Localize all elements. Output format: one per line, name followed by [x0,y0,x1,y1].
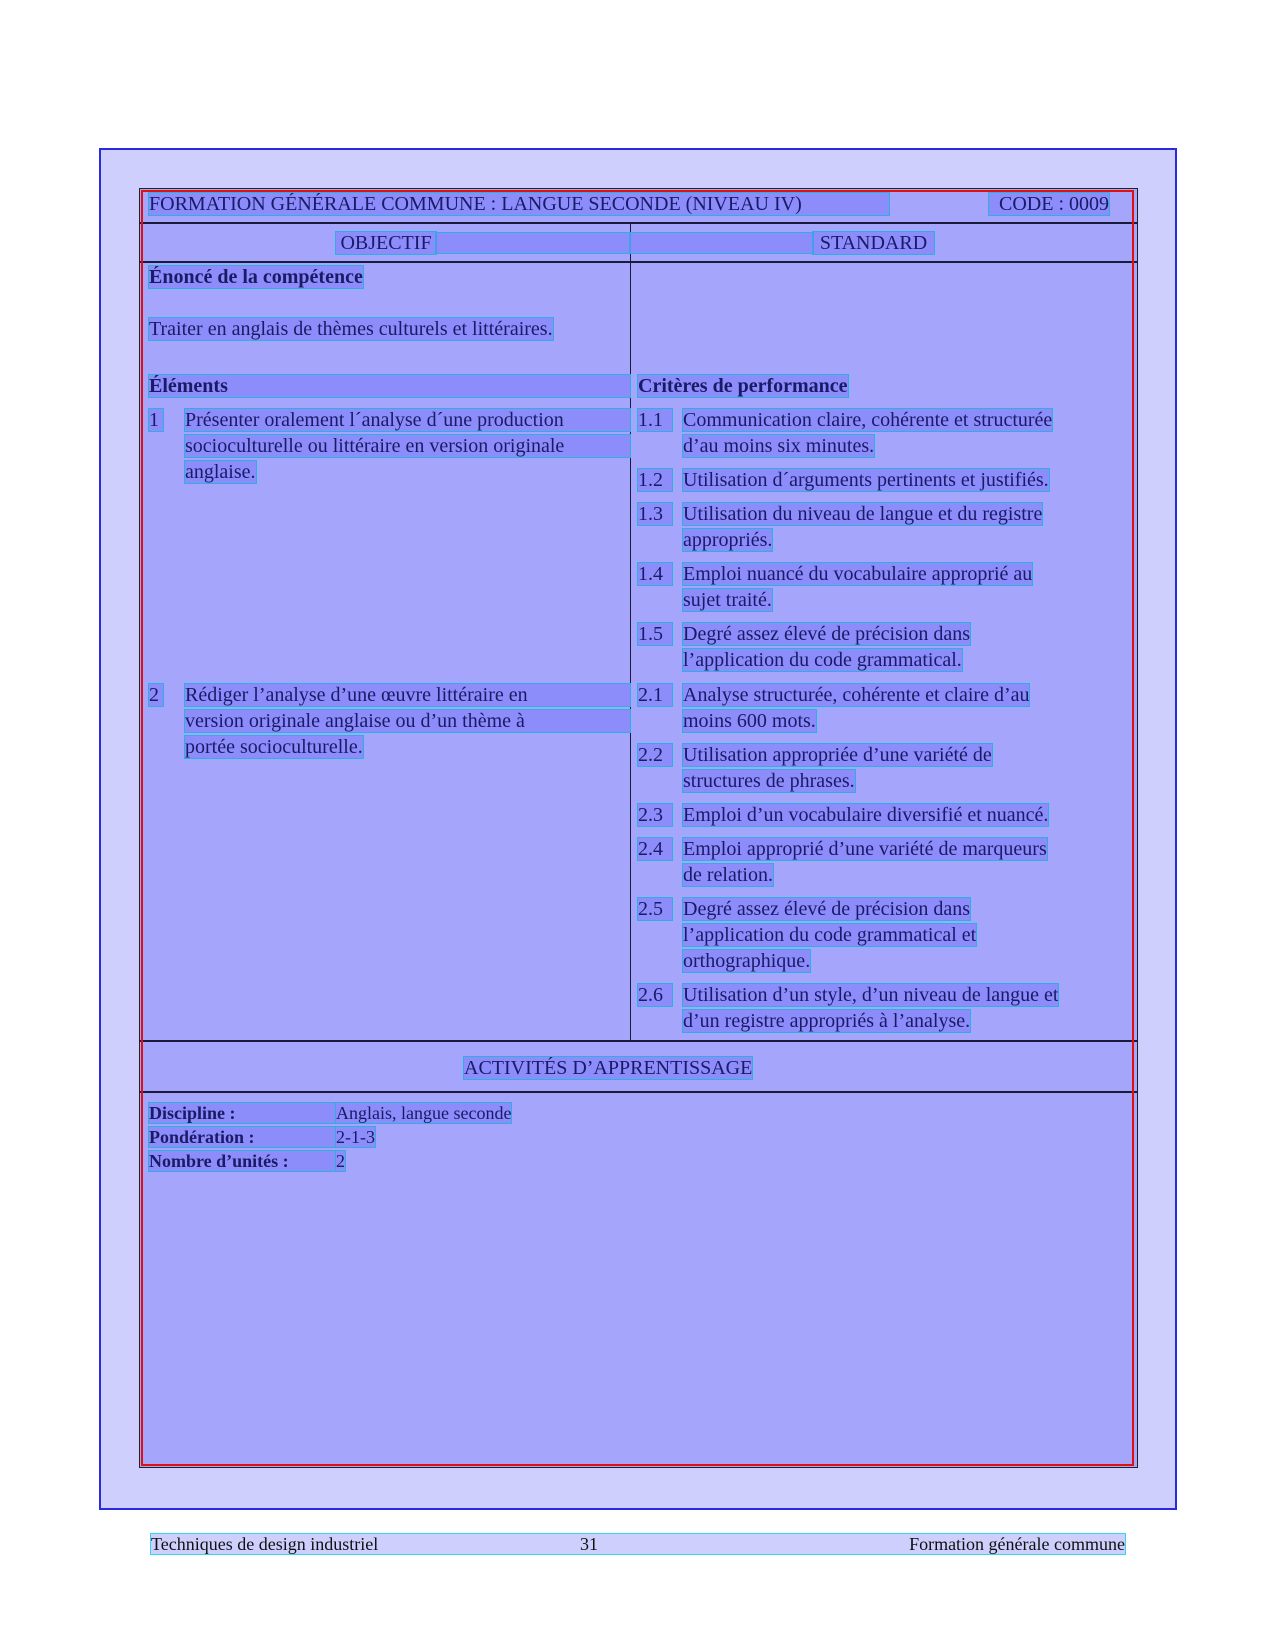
footer-program: Techniques de design industriel [151,1534,379,1554]
criterion-line: l’application du code grammatical et [683,924,977,946]
criterion-line: d’au moins six minutes. [683,435,875,457]
element-line: version originale anglaise ou d’un thème à [185,710,630,732]
element-line: anglaise. [185,461,256,483]
criterion-line: appropriés. [683,529,773,551]
weighting-label: Pondération : [149,1127,335,1147]
criterion-line: Communication claire, cohérente et structurée [683,409,1053,431]
criterion-line: Emploi approprié d’une variété de marqueurs [683,838,1047,860]
criterion-number: 1.1 [638,409,672,431]
page-number: 31 [580,1534,598,1554]
criterion-line: l’application du code grammatical. [683,649,962,671]
criterion-number: 1.4 [638,563,672,585]
competence-text: Traiter en anglais de thèmes culturels et littéraires. [149,318,553,340]
criterion-number: 2.5 [638,898,672,920]
criterion-line: d’un registre appropriés à l’analyse. [683,1010,971,1032]
criterion-number: 2.3 [638,804,672,826]
criterion-number: 1.3 [638,503,672,525]
element-number: 2 [149,684,163,706]
units-label: Nombre d’unités : [149,1151,335,1171]
table-highlight-frame [141,190,1134,1466]
standard-heading: STANDARD [813,232,934,254]
element-line: Présenter oralement l´analyse d´une production [185,409,630,431]
criterion-line: Degré assez élevé de précision dans [683,898,971,920]
criterion-line: Utilisation d’un style, d’un niveau de langue et [683,984,1059,1006]
elements-heading: Éléments [149,375,630,397]
criterion-number: 2.4 [638,838,672,860]
criterion-line: orthographique. [683,950,811,972]
units-value: 2 [336,1151,345,1171]
criteria-heading: Critères de performance [638,375,848,397]
criterion-line: Utilisation du niveau de langue et du registre [683,503,1043,525]
criterion-line: Utilisation d´arguments pertinents et justifiés. [683,469,1049,491]
criterion-line: Analyse structurée, cohérente et claire d’au [683,684,1030,706]
element-line: portée socioculturelle. [185,736,363,758]
element-line: socioculturelle ou littéraire en version originale [185,435,630,457]
discipline-value: Anglais, langue seconde [336,1103,512,1123]
document-title: FORMATION GÉNÉRALE COMMUNE : LANGUE SECONDE (NIVEAU IV) [149,193,889,215]
course-code: CODE : 0009 [989,193,1109,215]
element-line: Rédiger l’analyse d’une œuvre littéraire en [185,684,630,706]
criterion-line: Utilisation appropriée d’une variété de [683,744,992,766]
criterion-line: Emploi d’un vocabulaire diversifié et nuancé. [683,804,1049,826]
weighting-value: 2-1-3 [336,1127,375,1147]
criterion-line: Degré assez élevé de précision dans [683,623,971,645]
criterion-line: Emploi nuancé du vocabulaire approprié au [683,563,1033,585]
criterion-number: 2.1 [638,684,672,706]
criterion-number: 1.2 [638,469,672,491]
criterion-line: sujet traité. [683,589,772,611]
criterion-line: de relation. [683,864,773,886]
criterion-line: moins 600 mots. [683,710,816,732]
criterion-number: 2.6 [638,984,672,1006]
criterion-line: structures de phrases. [683,770,855,792]
element-number: 1 [149,409,163,431]
discipline-label: Discipline : [149,1103,335,1123]
footer-section: Formation générale commune [909,1534,1125,1554]
criterion-number: 1.5 [638,623,672,645]
objective-heading: OBJECTIF [336,232,436,254]
competence-heading: Énoncé de la compétence [149,266,363,288]
activities-heading: ACTIVITÉS D’APPRENTISSAGE [464,1057,753,1079]
criterion-number: 2.2 [638,744,672,766]
